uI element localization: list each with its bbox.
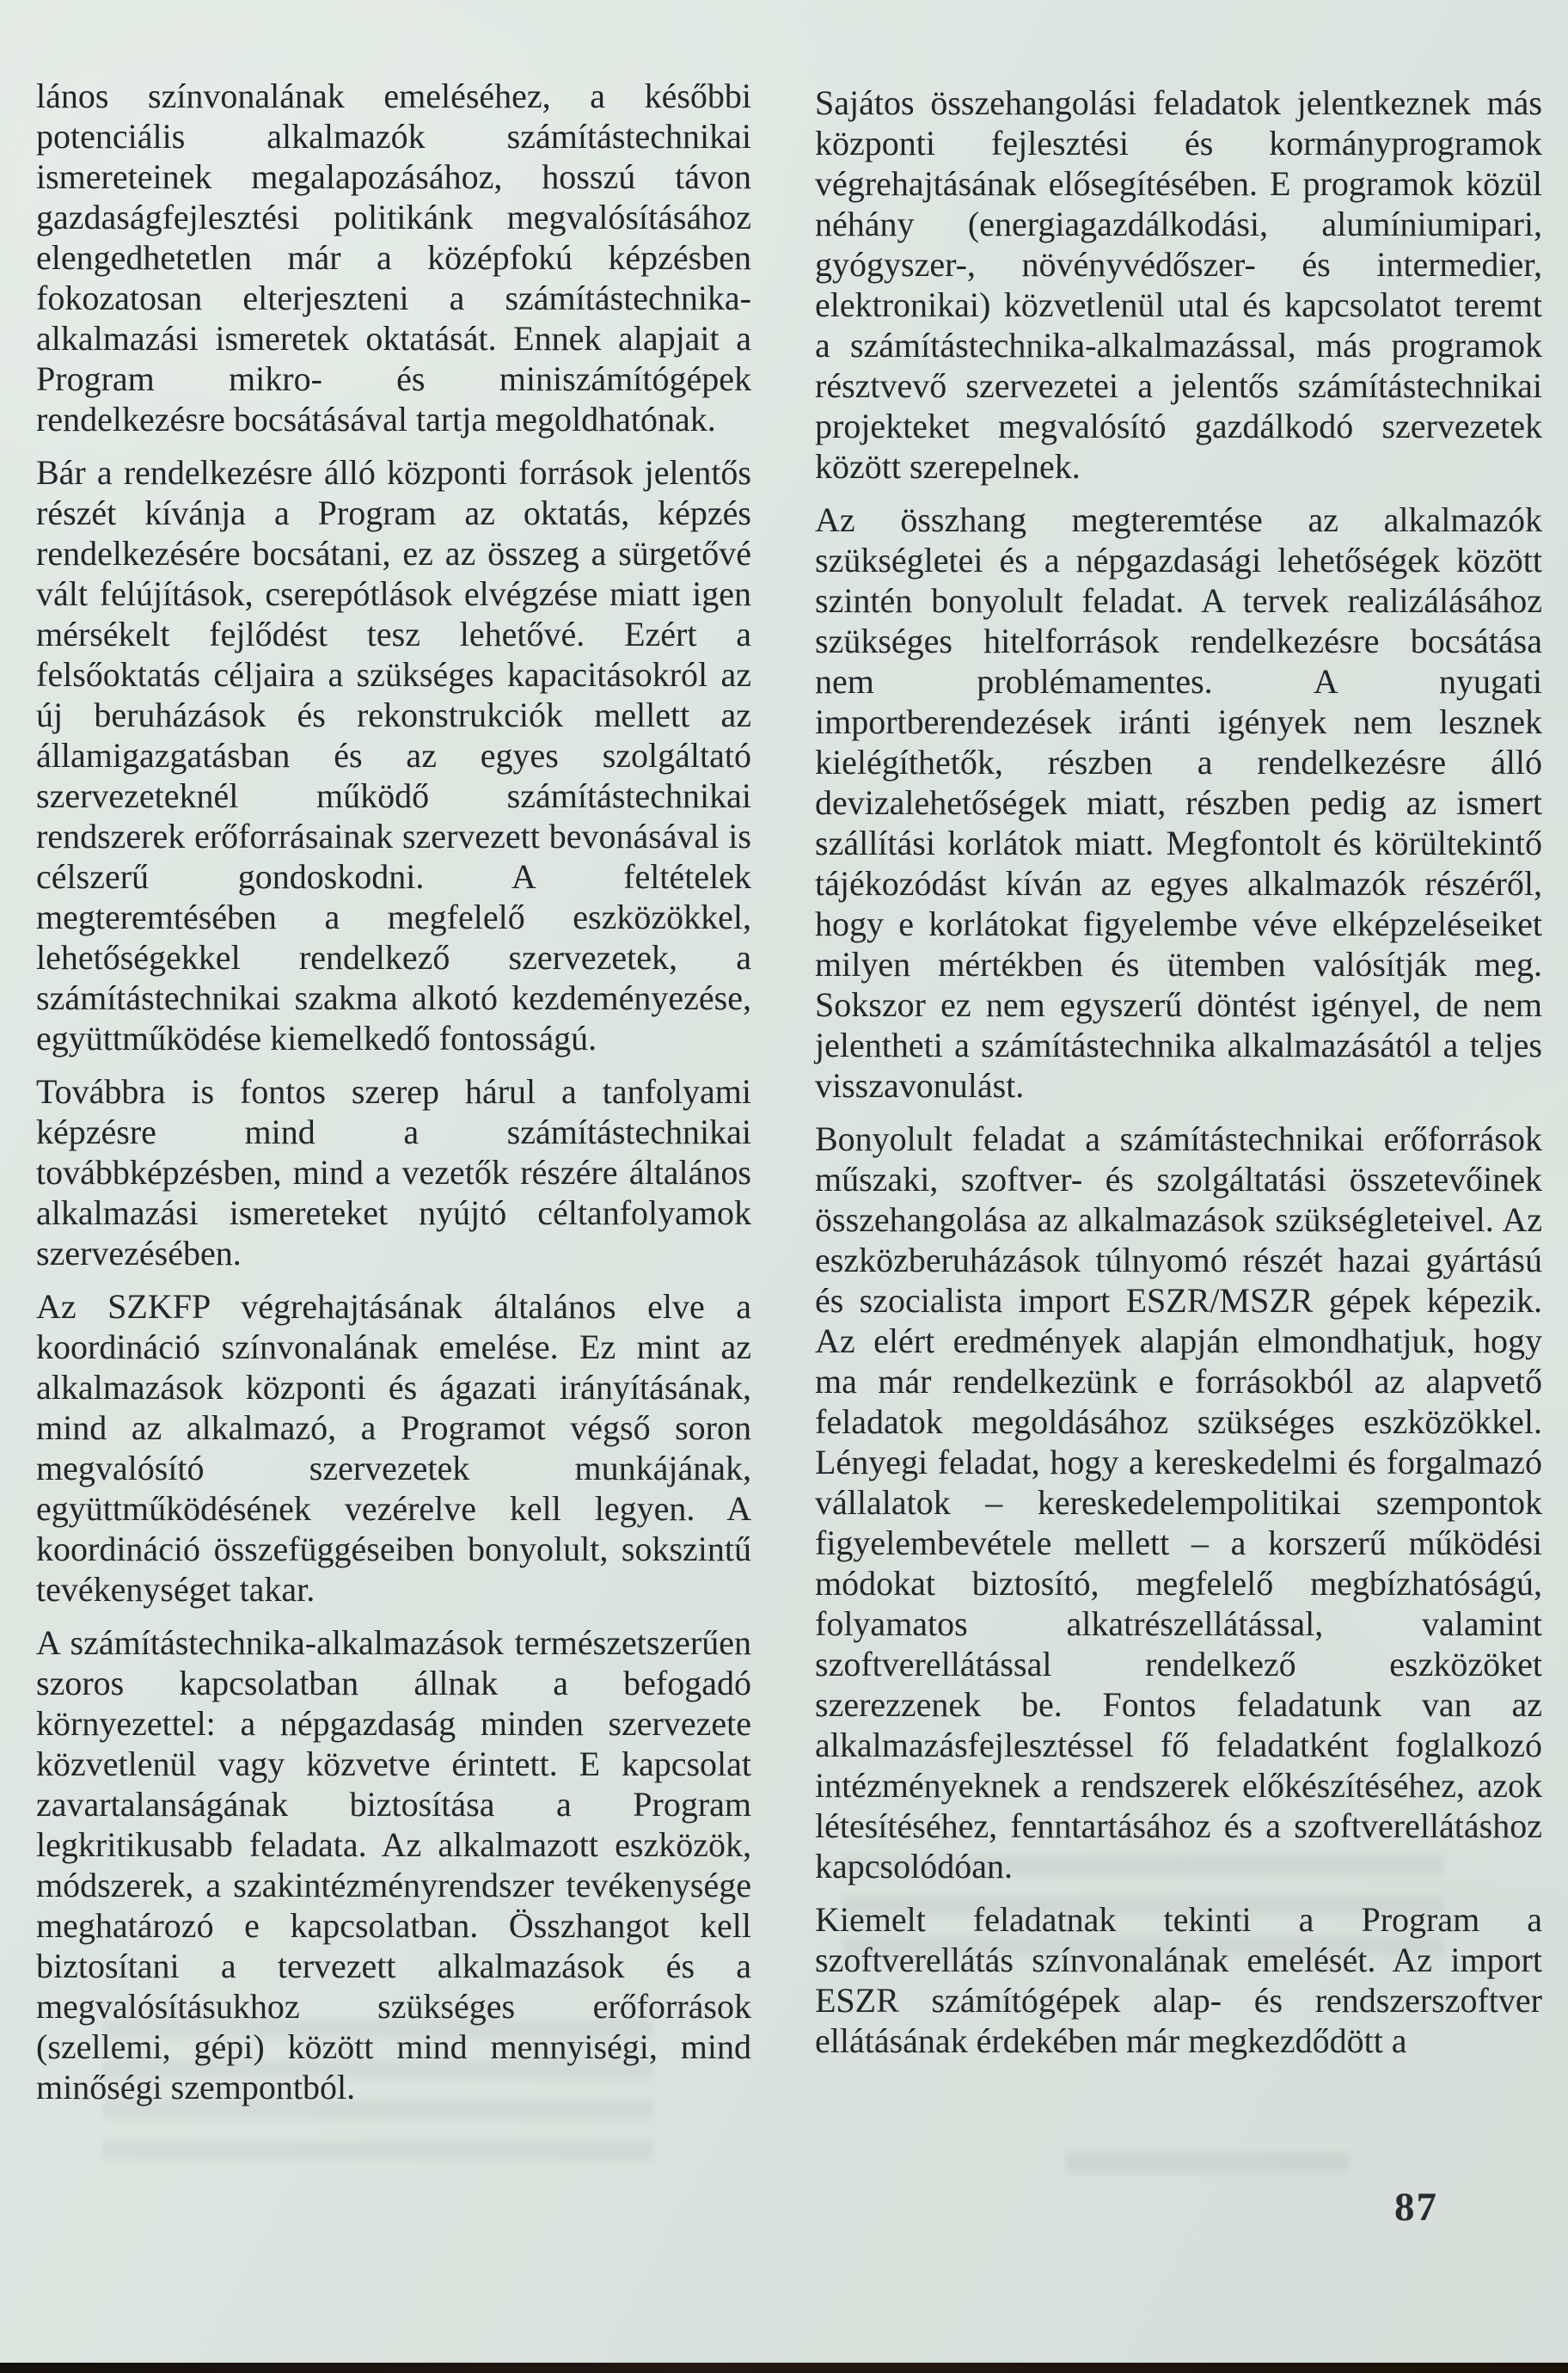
paragraph: Bonyolult feladat a számítástechnikai erőforrások műszaki, szoftver- és szolgáltatási összetevőinek összehangolása az alkalmazások szükségleteivel. Az eszközberuházások túlnyomó részét hazai gyártású és szocialista import ESZR/MSZR gépek képezik. Az elért eredmények alapján elmondhatjuk, hogy ma már rendelkezünk e forrásokból az alapvető feladatok megoldásához szükséges eszközökkel. Lényegi feladat, hogy a kereskedelmi és forgalmazó vállalatok – kereskedelempolitikai szempontok figyelembevétele mellett – a korszerű működési módokat biztosító, megfelelő megbízhatóságú, folyamatos alkatrészellátással, valamint szoftverellátással rendelkező eszközöket szerezzenek be. Fontos feladatunk van az alkalmazásfejlesztéssel fő feladatként foglalkozó intézményeknek a rendszerek előkészítéséhez, azok létesítéséhez, fenntartásához és a szoftverellátáshoz kapcsolódóan. (815, 1119, 1542, 1886)
paragraph: lános színvonalának emeléséhez, a későbbi potenciális alkalmazók számítástechnikai ismereteinek megalapozásához, hosszú távon gazdaságfejlesztési politikánk megvalósításához elengedhetetlen már a középfokú képzésben fokozatosan elterjeszteni a számítástechnika-alkalmazási ismeretek oktatását. Ennek alapjait a Program mikro- és miniszámítógépek rendelkezésre bocsátásával tartja megoldhatónak. (36, 77, 751, 438)
paragraph: Kiemelt feladatnak tekinti a Program a szoftverellátás színvonalának emelését. Az import ESZR számítógépek alap- és rendszerszoftver ellátásának érdekében már megkezdődött a (815, 1900, 1542, 2060)
ink-bleed-through (1066, 2137, 1350, 2188)
paragraph: Az SZKFP végrehajtásának általános elve a koordináció színvonalának emelése. Ez mint az alkalmazások központi és ágazati irányításának, mind az alkalmazó, a Programot végső soron megvalósító szervezetek munkájának, együttműködésének vezérelve kell legyen. A koordináció összefüggéseiben bonyolult, sokszintű tevékenységet takar. (36, 1287, 751, 1609)
paragraph: Az összhang megteremtése az alkalmazók szükségletei és a népgazdasági lehetőségek között szintén bonyolult feladat. A tervek realizálásához szükséges hitelforrások rendelkezésre bocsátása nem problémamentes. A nyugati importberendezések iránti igények nem lesznek kielégíthetők, részben a rendelkezésre álló devizalehetőségek miatt, részben pedig az ismert szállítási korlátok miatt. Megfontolt és körültekintő tájékozódást kíván az egyes alkalmazók részéről, hogy e korlátokat figyelembe véve elképzeléseiket milyen mértékben és ütemben valósítják meg. Sokszor ez nem egyszerű döntést igényel, de nem jelentheti a számítástechnika alkalmazásától a teljes visszavonulást. (815, 500, 1542, 1105)
left-text-column (36, 76, 751, 2120)
right-text-column (815, 83, 1542, 2074)
paragraph: A számítástechnika-alkalmazások természetszerűen szoros kapcsolatban állnak a befogadó környezettel: a népgazdaság minden szervezete közvetlenül vagy közvetve érintett. E kapcsolat zavartalanságának biztosítása a Program legkritikusabb feladata. Az alkalmazott eszközök, módszerek, a szakintézményrendszer tevékenysége meghatározó e kapcsolatban. Összhangot kell biztosítani a tervezett alkalmazások és a megvalósításukhoz szükséges erőforrások (szellemi, gépi) között mind mennyiségi, mind minőségi szempontból. (36, 1623, 751, 2106)
page-bottom-edge-shadow (0, 2363, 1568, 2373)
page-number: 87 (1394, 2185, 1438, 2229)
paragraph: Továbbra is fontos szerep hárul a tanfolyami képzésre mind a számítástechnikai továbbképzésben, mind a vezetők részére általános alkalmazási ismereteket nyújtó céltanfolyamok szervezésében. (36, 1072, 751, 1272)
paragraph: Sajátos összehangolási feladatok jelentkeznek más központi fejlesztési és kormányprogramok végrehajtásának elősegítésében. E programok közül néhány (energiagazdálkodási, alumíniumipari, gyógyszer-, növényvédőszer- és intermedier, elektronikai) közvetlenül utal és kapcsolatot teremt a számítástechnika-alkalmazással, más programok résztvevő szervezetei a jelentős számítástechnikai projekteket megvalósító gazdálkodó szervezetek között szerepelnek. (815, 83, 1542, 486)
paragraph: Bár a rendelkezésre álló központi források jelentős részét kívánja a Program az oktatás, képzés rendelkezésére bocsátani, ez az összeg a sürgetővé vált felújítások, cserepótlások elvégzése miatt igen mérsékelt fejlődést tesz lehetővé. Ezért a felsőoktatás céljaira a szükséges kapacitásokról az új beruházások és rekonstrukciók mellett az államigazgatásban és az egyes szolgáltató szervezeteknél működő számítástechnikai rendszerek erőforrásainak szervezett bevonásával is célszerű gondoskodni. A feltételek megteremtésében a megfelelő eszközökkel, lehetőségekkel rendelkező szervezetek, a számítástechnikai szakma alkotó kezdeményezése, együttműködése kiemelkedő fontosságú. (36, 453, 751, 1058)
